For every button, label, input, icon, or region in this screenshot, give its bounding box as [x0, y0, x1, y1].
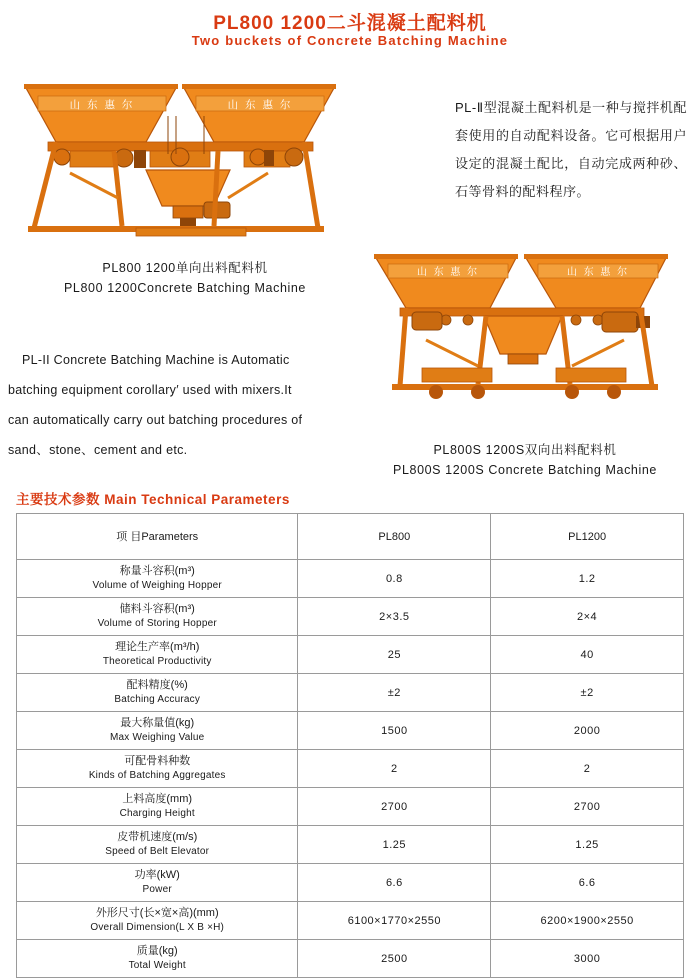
description-paragraph-zh: PL-Ⅱ型混凝土配料机是一种与搅拌机配套使用的自动配料设备。它可根据用户设定的混凝土配比，自动完成两种砂、石等骨料的配料程序。 [455, 100, 687, 199]
table-row [17, 826, 684, 864]
machine-illustration-one [18, 78, 358, 258]
machine-one-caption-zh: PL800 1200单向出料配料机 [102, 261, 268, 275]
row-param-zh-7: 皮带机速度(m/s) [117, 831, 198, 843]
machine-illustration-two [366, 250, 686, 425]
table-row [17, 788, 684, 826]
table-row [17, 636, 684, 674]
svg-text:山 东 惠 尔: 山 东 惠 尔 [566, 267, 630, 278]
description-paragraph-en [8, 345, 338, 465]
row-pl1200-1: 2×4 [491, 598, 684, 636]
row-param-zh-4: 最大称量值(kg) [120, 717, 195, 729]
row-pl1200-0: 1.2 [491, 560, 684, 598]
row-pl800-0: 0.8 [298, 560, 491, 598]
column-header-parameters: 项 目Parameters [17, 514, 298, 560]
row-param-2 [17, 636, 298, 674]
svg-text:山 东 惠 尔: 山 东 惠 尔 [416, 267, 480, 278]
row-param-3 [17, 674, 298, 712]
page-title-zh: PL800 1200二斗混凝土配料机 [213, 13, 487, 34]
row-param-zh-0: 称量斗容积(m³) [119, 565, 195, 577]
row-pl800-2: 25 [298, 636, 491, 674]
machine-two-caption-zh: PL800S 1200S双向出料配料机 [433, 443, 617, 457]
machine-two-caption [360, 440, 690, 480]
row-param-5 [17, 750, 298, 788]
row-param-0 [17, 560, 298, 598]
row-param-8 [17, 864, 298, 902]
row-param-en-10: Total Weight [128, 960, 186, 971]
row-pl800-4: 1500 [298, 712, 491, 750]
machine-one-caption [10, 258, 360, 298]
row-param-zh-3: 配料精度(%) [126, 679, 188, 691]
row-param-6 [17, 788, 298, 826]
description-en-line-1: PL-II Concrete Batching Machine is Automatic [22, 353, 290, 367]
row-pl800-10: 2500 [298, 940, 491, 978]
row-param-zh-2: 理论生产率(m³/h) [115, 641, 200, 653]
row-pl800-1: 2×3.5 [298, 598, 491, 636]
specs-section-heading: 主要技术参数 Main Technical Parameters [16, 492, 290, 507]
machine-two-caption-en: PL800S 1200S Concrete Batching Machine [393, 463, 657, 477]
row-param-en-7: Speed of Belt Elevator [105, 846, 210, 857]
row-pl800-8: 6.6 [298, 864, 491, 902]
row-pl1200-6: 2700 [491, 788, 684, 826]
row-pl1200-4: 2000 [491, 712, 684, 750]
specs-table [16, 513, 684, 978]
row-pl1200-8: 6.6 [491, 864, 684, 902]
row-pl800-6: 2700 [298, 788, 491, 826]
row-param-en-8: Power [142, 884, 172, 895]
row-pl800-3: ±2 [298, 674, 491, 712]
specs-table-head [17, 514, 684, 560]
row-pl1200-5: 2 [491, 750, 684, 788]
row-param-4 [17, 712, 298, 750]
row-pl800-9: 6100×1770×2550 [298, 902, 491, 940]
table-row [17, 712, 684, 750]
column-header-pl1200: PL1200 [491, 514, 684, 560]
svg-text:山 东 惠 尔: 山 东 惠 尔 [69, 99, 135, 111]
table-row [17, 674, 684, 712]
row-param-en-6: Charging Height [119, 808, 195, 819]
row-param-en-4: Max Weighing Value [110, 732, 205, 743]
row-pl1200-3: ±2 [491, 674, 684, 712]
row-param-10 [17, 940, 298, 978]
row-param-7 [17, 826, 298, 864]
row-param-zh-5: 可配骨料种数 [124, 755, 191, 767]
row-pl1200-9: 6200×1900×2550 [491, 902, 684, 940]
table-row [17, 940, 684, 978]
page-title-en: Two buckets of Concrete Batching Machine [191, 33, 509, 48]
row-pl800-7: 1.25 [298, 826, 491, 864]
row-param-zh-10: 质量(kg) [136, 945, 178, 957]
table-row [17, 902, 684, 940]
description-en-line-3: can automatically carry out batching procedures of [8, 413, 303, 427]
row-param-en-3: Batching Accuracy [114, 694, 201, 705]
row-pl1200-2: 40 [491, 636, 684, 674]
table-row [17, 598, 684, 636]
row-param-en-5: Kinds of Batching Aggregates [88, 770, 226, 781]
description-en-line-2: batching equipment corollary′ used with mixers.It [8, 383, 292, 397]
row-pl800-5: 2 [298, 750, 491, 788]
row-param-1 [17, 598, 298, 636]
row-param-en-9: Overall Dimension(L X B ×H) [90, 922, 225, 933]
table-row [17, 750, 684, 788]
table-row [17, 864, 684, 902]
column-header-pl800: PL800 [298, 514, 491, 560]
row-pl1200-10: 3000 [491, 940, 684, 978]
specs-table-wrapper [16, 513, 684, 978]
row-pl1200-7: 1.25 [491, 826, 684, 864]
row-param-zh-1: 储料斗容积(m³) [119, 603, 195, 615]
row-param-en-0: Volume of Weighing Hopper [92, 580, 222, 591]
row-param-zh-6: 上料高度(mm) [122, 793, 193, 805]
row-param-en-2: Theoretical Productivity [102, 656, 212, 667]
machine-one-caption-en: PL800 1200Concrete Batching Machine [64, 281, 306, 295]
row-param-9 [17, 902, 298, 940]
description-en-line-4: sand、stone、cement and etc. [8, 443, 188, 457]
row-param-en-1: Volume of Storing Hopper [97, 618, 217, 629]
specs-table-body [17, 560, 684, 978]
table-header-row [17, 514, 684, 560]
row-param-zh-9: 外形尺寸(长×宽×高)(mm) [95, 907, 219, 919]
svg-text:山 东 惠 尔: 山 东 惠 尔 [227, 99, 293, 111]
row-param-zh-8: 功率(kW) [134, 869, 180, 881]
table-row [17, 560, 684, 598]
